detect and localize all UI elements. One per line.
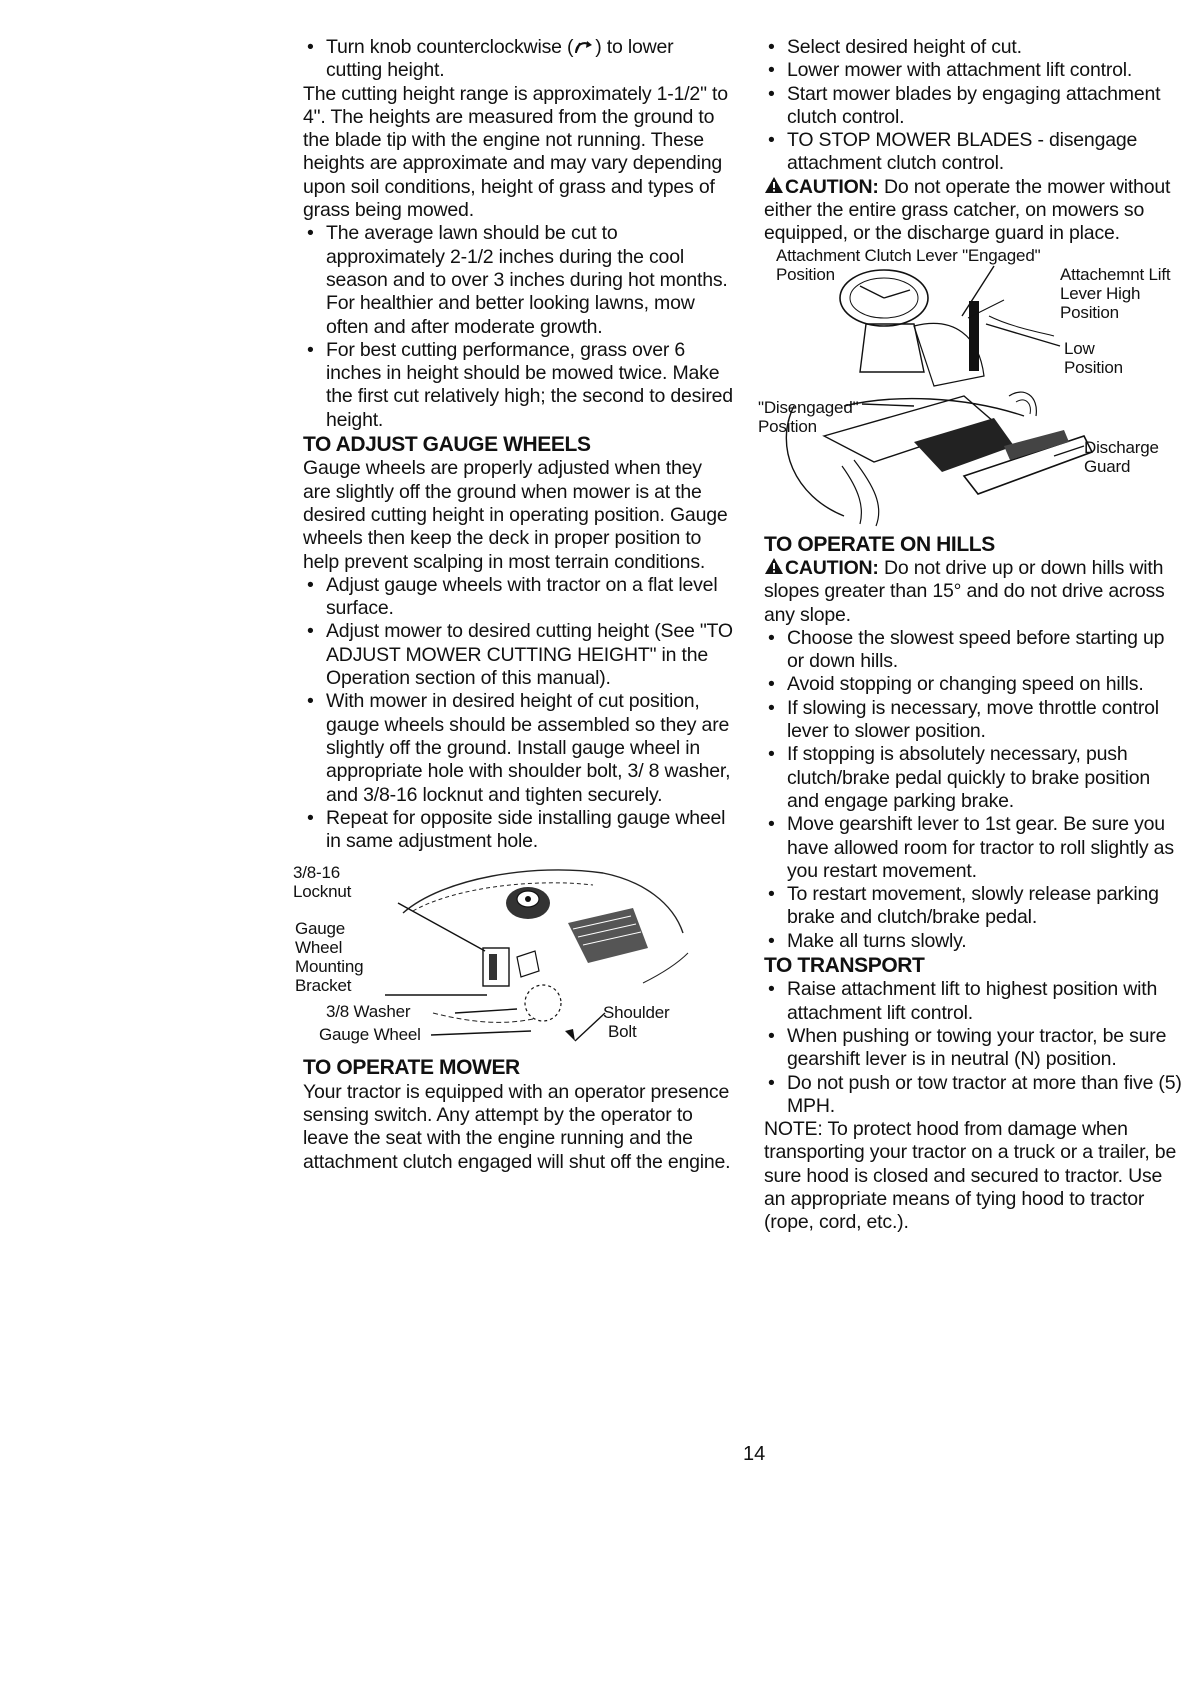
- operate-mower-paragraph: Your tractor is equipped with an operator presence sensing switch. Any attempt by the operator to leave the seat with the engine running and the attachment clutch engaged will shut off the engine.: [303, 1080, 731, 1173]
- label-disengaged-position: "Disengaged" Position: [758, 397, 859, 436]
- list-item: • Adjust gauge wheels with tractor on a flat level surface.: [303, 574, 733, 621]
- page-number: 14: [743, 1443, 766, 1465]
- gauge-wheels-heading: TO ADJUST GAUGE WHEELS: [303, 433, 591, 457]
- label-lift-lever: Attachemnt Lift Lever High Position: [1060, 264, 1171, 322]
- mower-bullet-list: [764, 36, 1182, 176]
- transport-heading: TO TRANSPORT: [764, 954, 925, 978]
- gauge-wheels-paragraph: Gauge wheels are properly adjusted when they are slightly off the ground when mower is at the desired cutting height in operating position. Gauge wheels then keep the deck in proper position to help prevent scalping in most terrain conditions.: [303, 457, 728, 573]
- right-column: [758, 36, 1182, 1235]
- warning-icon: [764, 557, 784, 575]
- height-range-paragraph: The cutting height range is approximately 1-1/2" to 4". The heights are measured from the ground to the blade tip with the engine not running. These heights are approximate and may vary depending upon soil conditions, height of grass and types of grass being mowed.: [303, 82, 728, 222]
- list-item: • Choose the slowest speed before starting up or down hills.: [764, 627, 1182, 674]
- list-item: • Make all turns slowly.: [764, 930, 1182, 953]
- list-item: • Select desired height of cut.: [764, 36, 1182, 59]
- list-item: • To restart movement, slowly release parking brake and clutch/brake pedal.: [764, 883, 1182, 930]
- list-item: • Adjust mower to desired cutting height (See "TO ADJUST MOWER CUTTING HEIGHT" in the Operation section of this manual).: [303, 620, 733, 690]
- knob-bullet-list: [303, 36, 733, 83]
- list-item: • Turn knob counterclockwise ( ) to lower cutting height.: [303, 36, 733, 83]
- list-item: • Lower mower with attachment lift control.: [764, 59, 1182, 82]
- operate-hills-heading: TO OPERATE ON HILLS: [764, 532, 995, 556]
- list-item: • Avoid stopping or changing speed on hills.: [764, 673, 1182, 696]
- counterclockwise-arrow-icon: [573, 39, 595, 55]
- list-item: • Do not push or tow tractor at more than five (5) MPH.: [764, 1072, 1182, 1119]
- tractor-clutch-diagram: [758, 245, 1182, 532]
- gauge-bullet-list: [303, 574, 733, 854]
- caution-paragraph: CAUTION: Do not operate the mower without either the entire grass catcher, on mowers so equipped, or the discharge guard in place.: [764, 175, 1171, 245]
- transport-note: NOTE: To protect hood from damage when transporting your tractor on a truck or a trailer, be sure hood is closed and secured to tractor. Use an appropriate means of tying hood to tractor (rope, cord, etc.).: [764, 1118, 1177, 1234]
- list-item: • Raise attachment lift to highest position with attachment lift control.: [764, 978, 1182, 1025]
- list-item: • TO STOP MOWER BLADES - disengage attachment clutch control.: [764, 129, 1182, 176]
- label-mounting-bracket: Gauge Wheel Mounting Bracket: [295, 919, 364, 996]
- label-low-position: Low Position: [1064, 338, 1123, 377]
- list-item: • Move gearshift lever to 1st gear. Be sure you have allowed room for tractor to roll slightly as you restart movement.: [764, 813, 1182, 883]
- list-item: • Start mower blades by engaging attachment clutch control.: [764, 83, 1182, 130]
- transport-bullet-list: [764, 978, 1182, 1118]
- label-shoulder-bolt: Shoulder Bolt: [603, 1003, 670, 1042]
- list-item: • If stopping is absolutely necessary, push clutch/brake pedal quickly to brake position and engage parking brake.: [764, 743, 1182, 813]
- label-engaged-position: Position: [776, 264, 835, 284]
- list-item: • Repeat for opposite side installing gauge wheel in same adjustment hole.: [303, 807, 733, 854]
- label-discharge-guard: Discharge Guard: [1084, 437, 1159, 476]
- height-bullet-list: [303, 222, 733, 432]
- list-item: • When pushing or towing your tractor, be sure gearshift lever is in neutral (N) position.: [764, 1025, 1182, 1072]
- list-item: • With mower in desired height of cut position, gauge wheels should be assembled so they are slightly off the ground. Install gauge wheel in appropriate hole with shoulder bolt, 3/ 8 washer, and 3/8-16 locknut and tighten securely.: [303, 690, 733, 806]
- list-item: • The average lawn should be cut to approximately 2-1/2 inches during the cool season and to over 3 inches during hot months. For healthier and better looking lawns, mow often and after moderate growth.: [303, 222, 733, 338]
- label-clutch-engaged: Attachment Clutch Lever "Engaged": [776, 245, 1041, 265]
- operate-mower-heading: TO OPERATE MOWER: [303, 1056, 520, 1080]
- list-item: • If slowing is necessary, move throttle control lever to slower position.: [764, 697, 1182, 744]
- hills-caution-paragraph: CAUTION: Do not drive up or down hills with slopes greater than 15° and do not drive across any slope.: [764, 556, 1165, 626]
- warning-icon: [764, 176, 784, 194]
- hills-bullet-list: [764, 627, 1182, 953]
- label-washer: 3/8 Washer: [326, 1002, 411, 1022]
- gauge-wheel-diagram: [293, 853, 733, 1055]
- list-item: • For best cutting performance, grass over 6 inches in height should be mowed twice. Make the first cut relatively high; the second to desired height.: [303, 339, 733, 432]
- label-gauge-wheel: Gauge Wheel: [319, 1025, 421, 1045]
- left-column: [293, 36, 733, 1174]
- label-locknut: 3/8-16 Locknut: [293, 863, 352, 902]
